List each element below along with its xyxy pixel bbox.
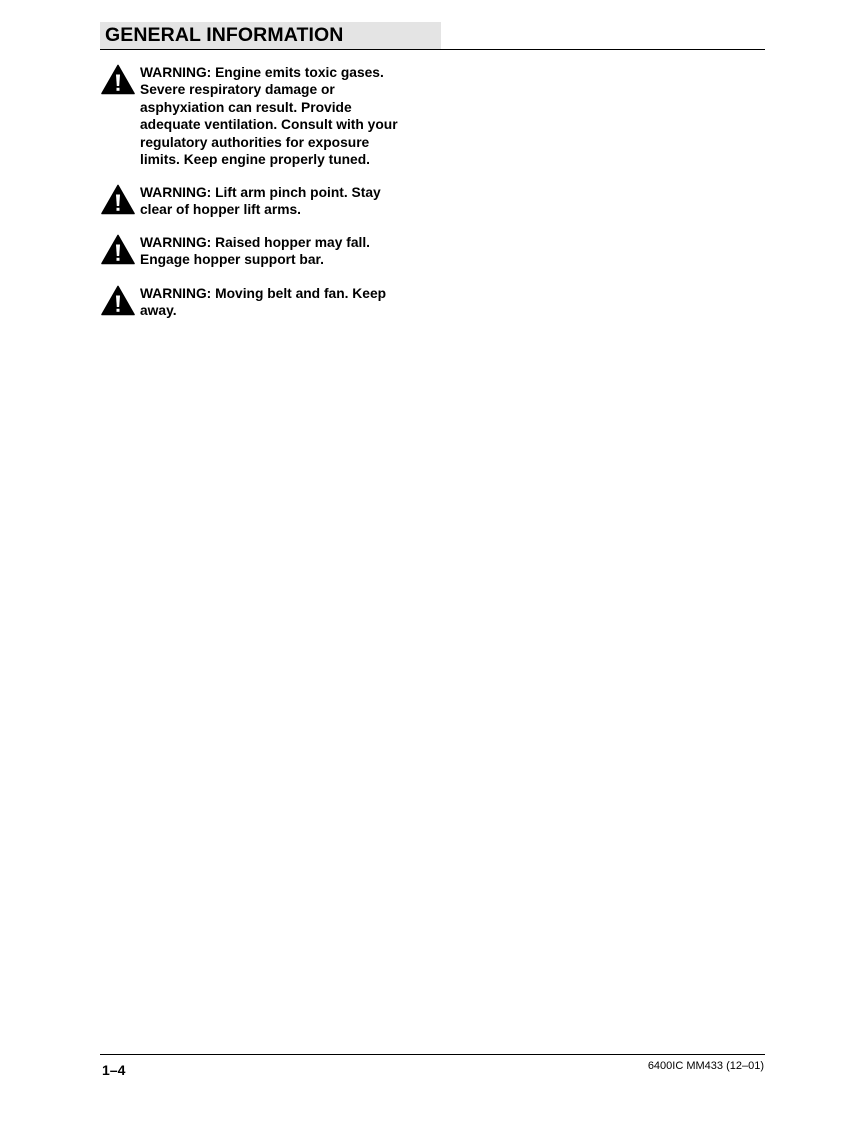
section-title: GENERAL INFORMATION [105, 24, 344, 46]
document-id: 6400IC MM433 (12–01) [647, 1060, 764, 1072]
warning-triangle-icon [101, 64, 135, 95]
warning-text: WARNING: Lift arm pinch point. Stay clear of hopper lift arms. [140, 185, 381, 218]
warning-text: WARNING: Engine emits toxic gases. Severe respiratory damage or asphyxiation can result. Provide adequate ventilation. Consult with your regulatory authorities for exposure limits. Keep engine properly tuned. [140, 65, 398, 168]
footer-divider [100, 1054, 765, 1055]
warning-triangle-icon [101, 234, 135, 265]
section-header [100, 22, 441, 49]
page-number: 1–4 [102, 1062, 126, 1078]
warning-text: WARNING: Raised hopper may fall. Engage hopper support bar. [140, 235, 370, 268]
warning-triangle-icon [101, 285, 135, 316]
warning-triangle-icon [101, 184, 135, 215]
warning-text: WARNING: Moving belt and fan. Keep away. [140, 286, 387, 319]
header-divider [100, 49, 765, 50]
